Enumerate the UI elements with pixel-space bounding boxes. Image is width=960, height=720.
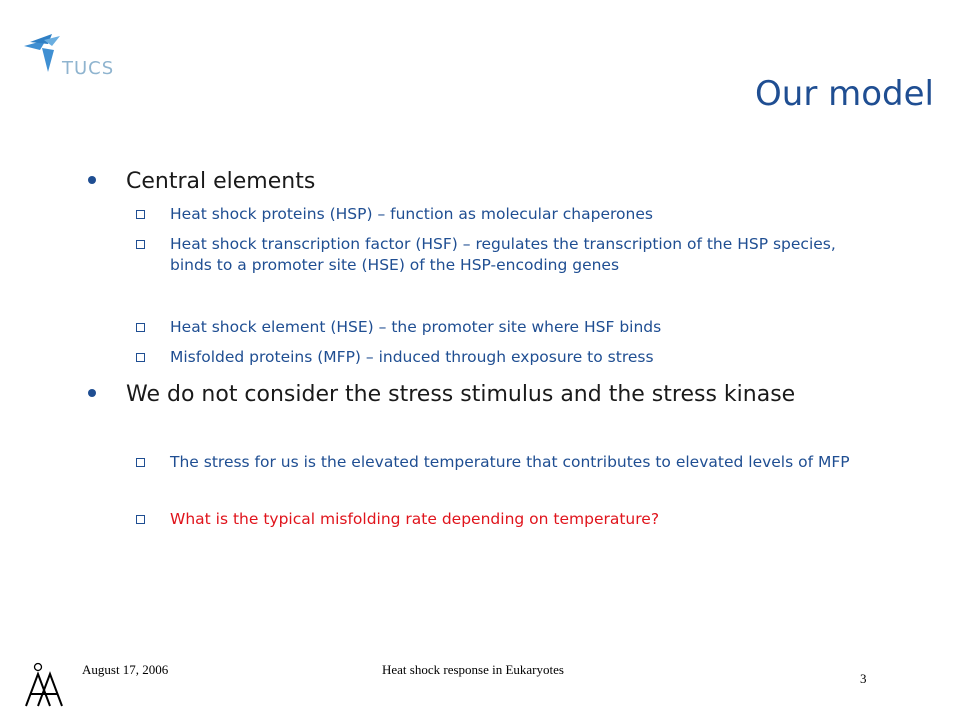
sub-item: Misfolded proteins (MFP) – induced through exposure to stress bbox=[170, 348, 654, 366]
bullet-dot-icon bbox=[88, 389, 96, 397]
footer-title: Heat shock response in Eukaryotes bbox=[382, 662, 564, 677]
slide-title: Our model bbox=[755, 74, 934, 114]
sub-item: Heat shock proteins (HSP) – function as molecular chaperones bbox=[170, 205, 653, 223]
sub-item: Heat shock transcription factor (HSF) – regulates the transcription of the HSP species, binds to a promoter site (HSE) of the HSP-encoding genes bbox=[170, 235, 836, 274]
square-bullet-icon bbox=[136, 515, 145, 524]
sub-item: Heat shock element (HSE) – the promoter site where HSF binds bbox=[170, 318, 662, 336]
abo-akademi-logo-icon bbox=[22, 662, 66, 710]
square-bullet-icon bbox=[136, 240, 145, 249]
square-bullet-icon bbox=[136, 323, 145, 332]
square-bullet-icon bbox=[136, 210, 145, 219]
square-bullet-icon bbox=[136, 458, 145, 467]
bullet-item: We do not consider the stress stimulus and the stress kinase bbox=[126, 382, 796, 407]
footer-date: August 17, 2006 bbox=[82, 662, 169, 677]
page-number: 3 bbox=[860, 671, 867, 686]
bullet-dot-icon bbox=[88, 176, 96, 184]
sub-item-highlight: What is the typical misfolding rate depending on temperature? bbox=[170, 510, 660, 528]
logo-text: TUCS bbox=[62, 58, 115, 79]
bullet-item: Central elements bbox=[126, 169, 316, 194]
sub-item: The stress for us is the elevated temperature that contributes to elevated levels of MFP bbox=[170, 453, 850, 471]
square-bullet-icon bbox=[136, 353, 145, 362]
